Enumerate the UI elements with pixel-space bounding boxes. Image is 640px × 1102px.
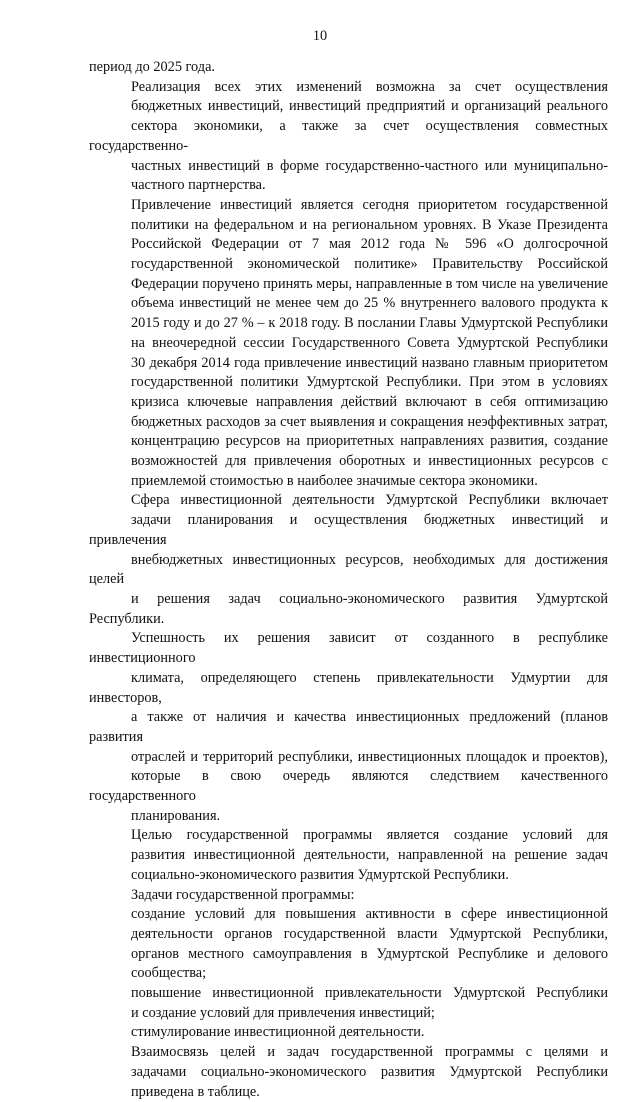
text-line: а также от наличия и качества инвестиционных предложений (планов развития [89,709,608,745]
paragraph [89,1023,608,1043]
text-line: бюджетных расходов за счет выявления и сокращения неэффективных затрат, [131,413,608,430]
text-line: задачи планирования и осуществления бюджетных инвестиций и привлечения [89,512,608,548]
text-line: концентрацию ресурсов на приоритетных направлениях развития, создание [131,433,608,450]
text-line: Реализация всех этих изменений возможна за счет осуществления [131,78,608,95]
paragraph [89,826,608,885]
text-line: государственной экономической политике» Правительству Российской [131,256,608,273]
text-line: Федерации поручено принять меры, направленные в том числе на увеличение [131,275,608,292]
text-line: кризиса ключевые направления действий включают в себя оптимизацию [131,393,608,410]
text-line: сектора экономики, а также за счет осуществления совместных государственно- [89,118,608,154]
text-line: Привлечение инвестиций является сегодня приоритетом государственной [131,196,608,213]
paragraph [89,491,608,826]
text-line: 30 декабря 2014 года привлечение инвестиций названо главным приоритетом [131,354,608,371]
text-line: политики на федеральном и на региональном уровнях. В Указе Президента [131,216,608,233]
text-line: Успешность их решения зависит от созданного в республике инвестиционного [89,630,608,667]
text-line: Российской Федерации от 7 мая 2012 года № 596 «О долгосрочной [131,236,608,253]
text-line: Целью государственной программы является создание условий для [131,827,608,844]
text-line: частных инвестиций в форме государственно-частного или муниципально- [131,157,608,174]
paragraph [89,905,608,984]
text-line: которые в свою очередь являются следствием качественного государственного [89,768,608,805]
text-line: развития инвестиционной деятельности, направленной на решение задач [131,847,608,864]
text-line: государственной политики Удмуртской Республики. При этом в условиях [131,374,608,391]
text-line: Сфера инвестиционной деятельности Удмуртской Республики включает [131,492,608,509]
text-line: климата, определяющего степень привлекательности Удмуртии для инвесторов, [89,669,608,706]
text-line: отраслей и территорий республики, инвестиционных площадок и проектов), [131,748,608,765]
text-line: и решения задач социально-экономического развития Удмуртской Республики. [89,590,608,627]
page-number: 10 [312,28,328,44]
text-line: стимулирование инвестиционной деятельности. [131,1024,425,1041]
text-line: повышение инвестиционной привлекательности Удмуртской Республики [131,985,608,1002]
text-line: деятельности органов государственной власти Удмуртской Республики, [131,925,608,942]
text-line: задачами социально-экономического развития Удмуртской Республики [131,1063,608,1080]
paragraph [89,58,608,78]
text-line: на внеочередной сессии Государственного Совета Удмуртской Республики [131,334,608,351]
text-line: приемлемой стоимостью в наиболее значимые сектора экономики. [131,472,538,489]
text-line: период до 2025 года. [89,59,215,75]
paragraph [89,1043,608,1102]
text-line: Взаимосвязь целей и задач государственной программы с целями и [131,1044,608,1061]
text-line: 2015 году и до 27 % – к 2018 году. В послании Главы Удмуртской Республики [131,315,608,332]
text-line: частного партнерства. [131,177,266,194]
text-line: органов местного самоуправления в Удмуртской Республике и делового [131,945,608,962]
text-line: и создание условий для привлечения инвестиций; [131,1004,435,1021]
text-line: бюджетных инвестиций, инвестиций предприятий и организаций реального [131,98,608,115]
text-line: сообщества; [131,965,207,982]
text-line: объема инвестиций не менее чем до 25 % внутреннего валового продукта к [131,295,608,312]
document-body [89,58,608,1102]
text-line: социально-экономического развития Удмуртской Республики. [131,866,509,883]
text-line: возможностей для привлечения оборотных и инвестиционных ресурсов с [131,453,608,470]
text-line: создание условий для повышения активности в сфере инвестиционной [131,906,608,923]
paragraph [89,196,608,492]
text-line: приведена в таблице. [131,1083,260,1100]
text-line: планирования. [131,807,221,824]
text-line: внебюджетных инвестиционных ресурсов, необходимых для достижения целей [89,551,608,588]
paragraph [89,984,608,1023]
text-line: Задачи государственной программы: [131,886,355,903]
paragraph [89,886,608,906]
paragraph [89,78,608,196]
